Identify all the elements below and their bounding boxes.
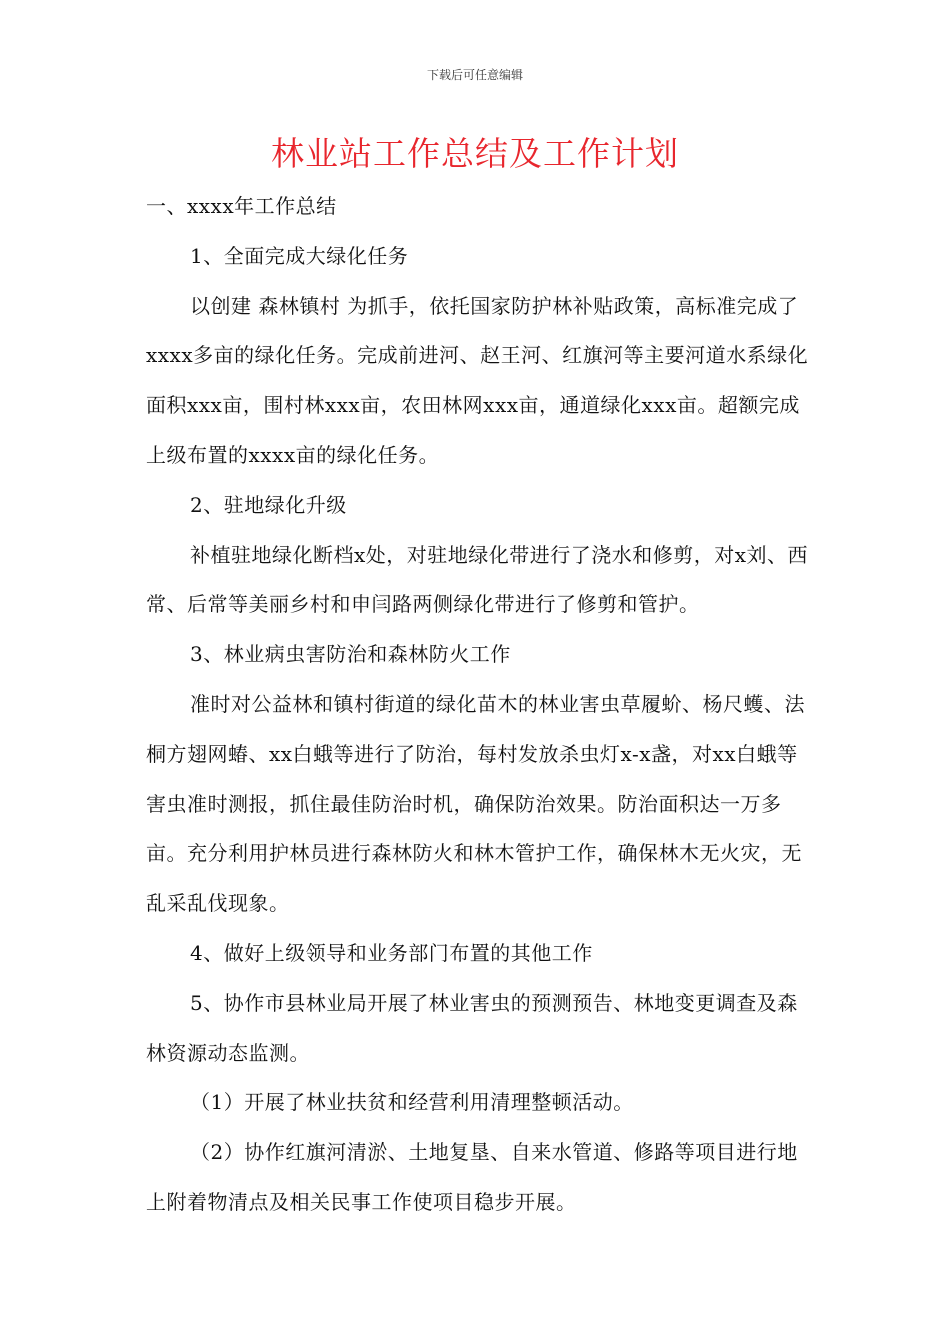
section-heading: 一、xxxx年工作总结 [146,194,337,218]
item-heading-3: 3、林业病虫害防治和森林防火工作 [190,642,511,667]
item-body-2: 补植驻地绿化断档x处，对驻地绿化带进行了浇水和修剪，对x刘、西常、后常等美丽乡村和申闫路两侧绿化带进行了修剪和管护。 [146,542,809,617]
page-header: 下载后可任意编辑 [426,68,523,82]
item-heading-4: 4、做好上级领导和业务部门布置的其他工作 [190,940,593,965]
item-body-3: 准时对公益林和镇村街道的绿化苗木的林业害虫草履蚧、杨尺蠖、法桐方翅网蝽、xx白蛾等进行了防治，每村发放杀虫灯x-x盏，对xx白蛾等害虫准时测报，抓住最佳防治时机，确保防治效果。防治面积达一万多亩。充分利用护林员进行森林防火和林木管护工作，确保林木无火灾，无乱采乱伐现象。 [146,691,805,916]
item-heading-1: 1、全面完成大绿化任务 [190,243,409,268]
document-title: 林业站工作总结及工作计划 [271,134,679,173]
item-heading-2: 2、驻地绿化升级 [190,492,347,517]
sub-item-1: （1）开展了林业扶贫和经营利用清理整顿活动。 [190,1090,634,1115]
sub-item-2: （2）协作红旗河清淤、土地复垦、自来水管道、修路等项目进行地上附着物清点及相关民事工作使项目稳步开展。 [146,1140,798,1214]
item-paragraph-5: 5、协作市县林业局开展了林业害虫的预测预告、林地变更调查及森林资源动态监测。 [146,990,798,1065]
document-body [146,182,810,1228]
item-body-1: 以创建 森林镇村 为抓手，依托国家防护林补贴政策，高标准完成了xxxx多亩的绿化任务。完成前进河、赵王河、红旗河等主要河道水系绿化面积xxx亩，围村林xxx亩，农田林网xxx亩，通道绿化xxx亩。超额完成上级布置的xxxx亩的绿化任务。 [146,293,809,467]
